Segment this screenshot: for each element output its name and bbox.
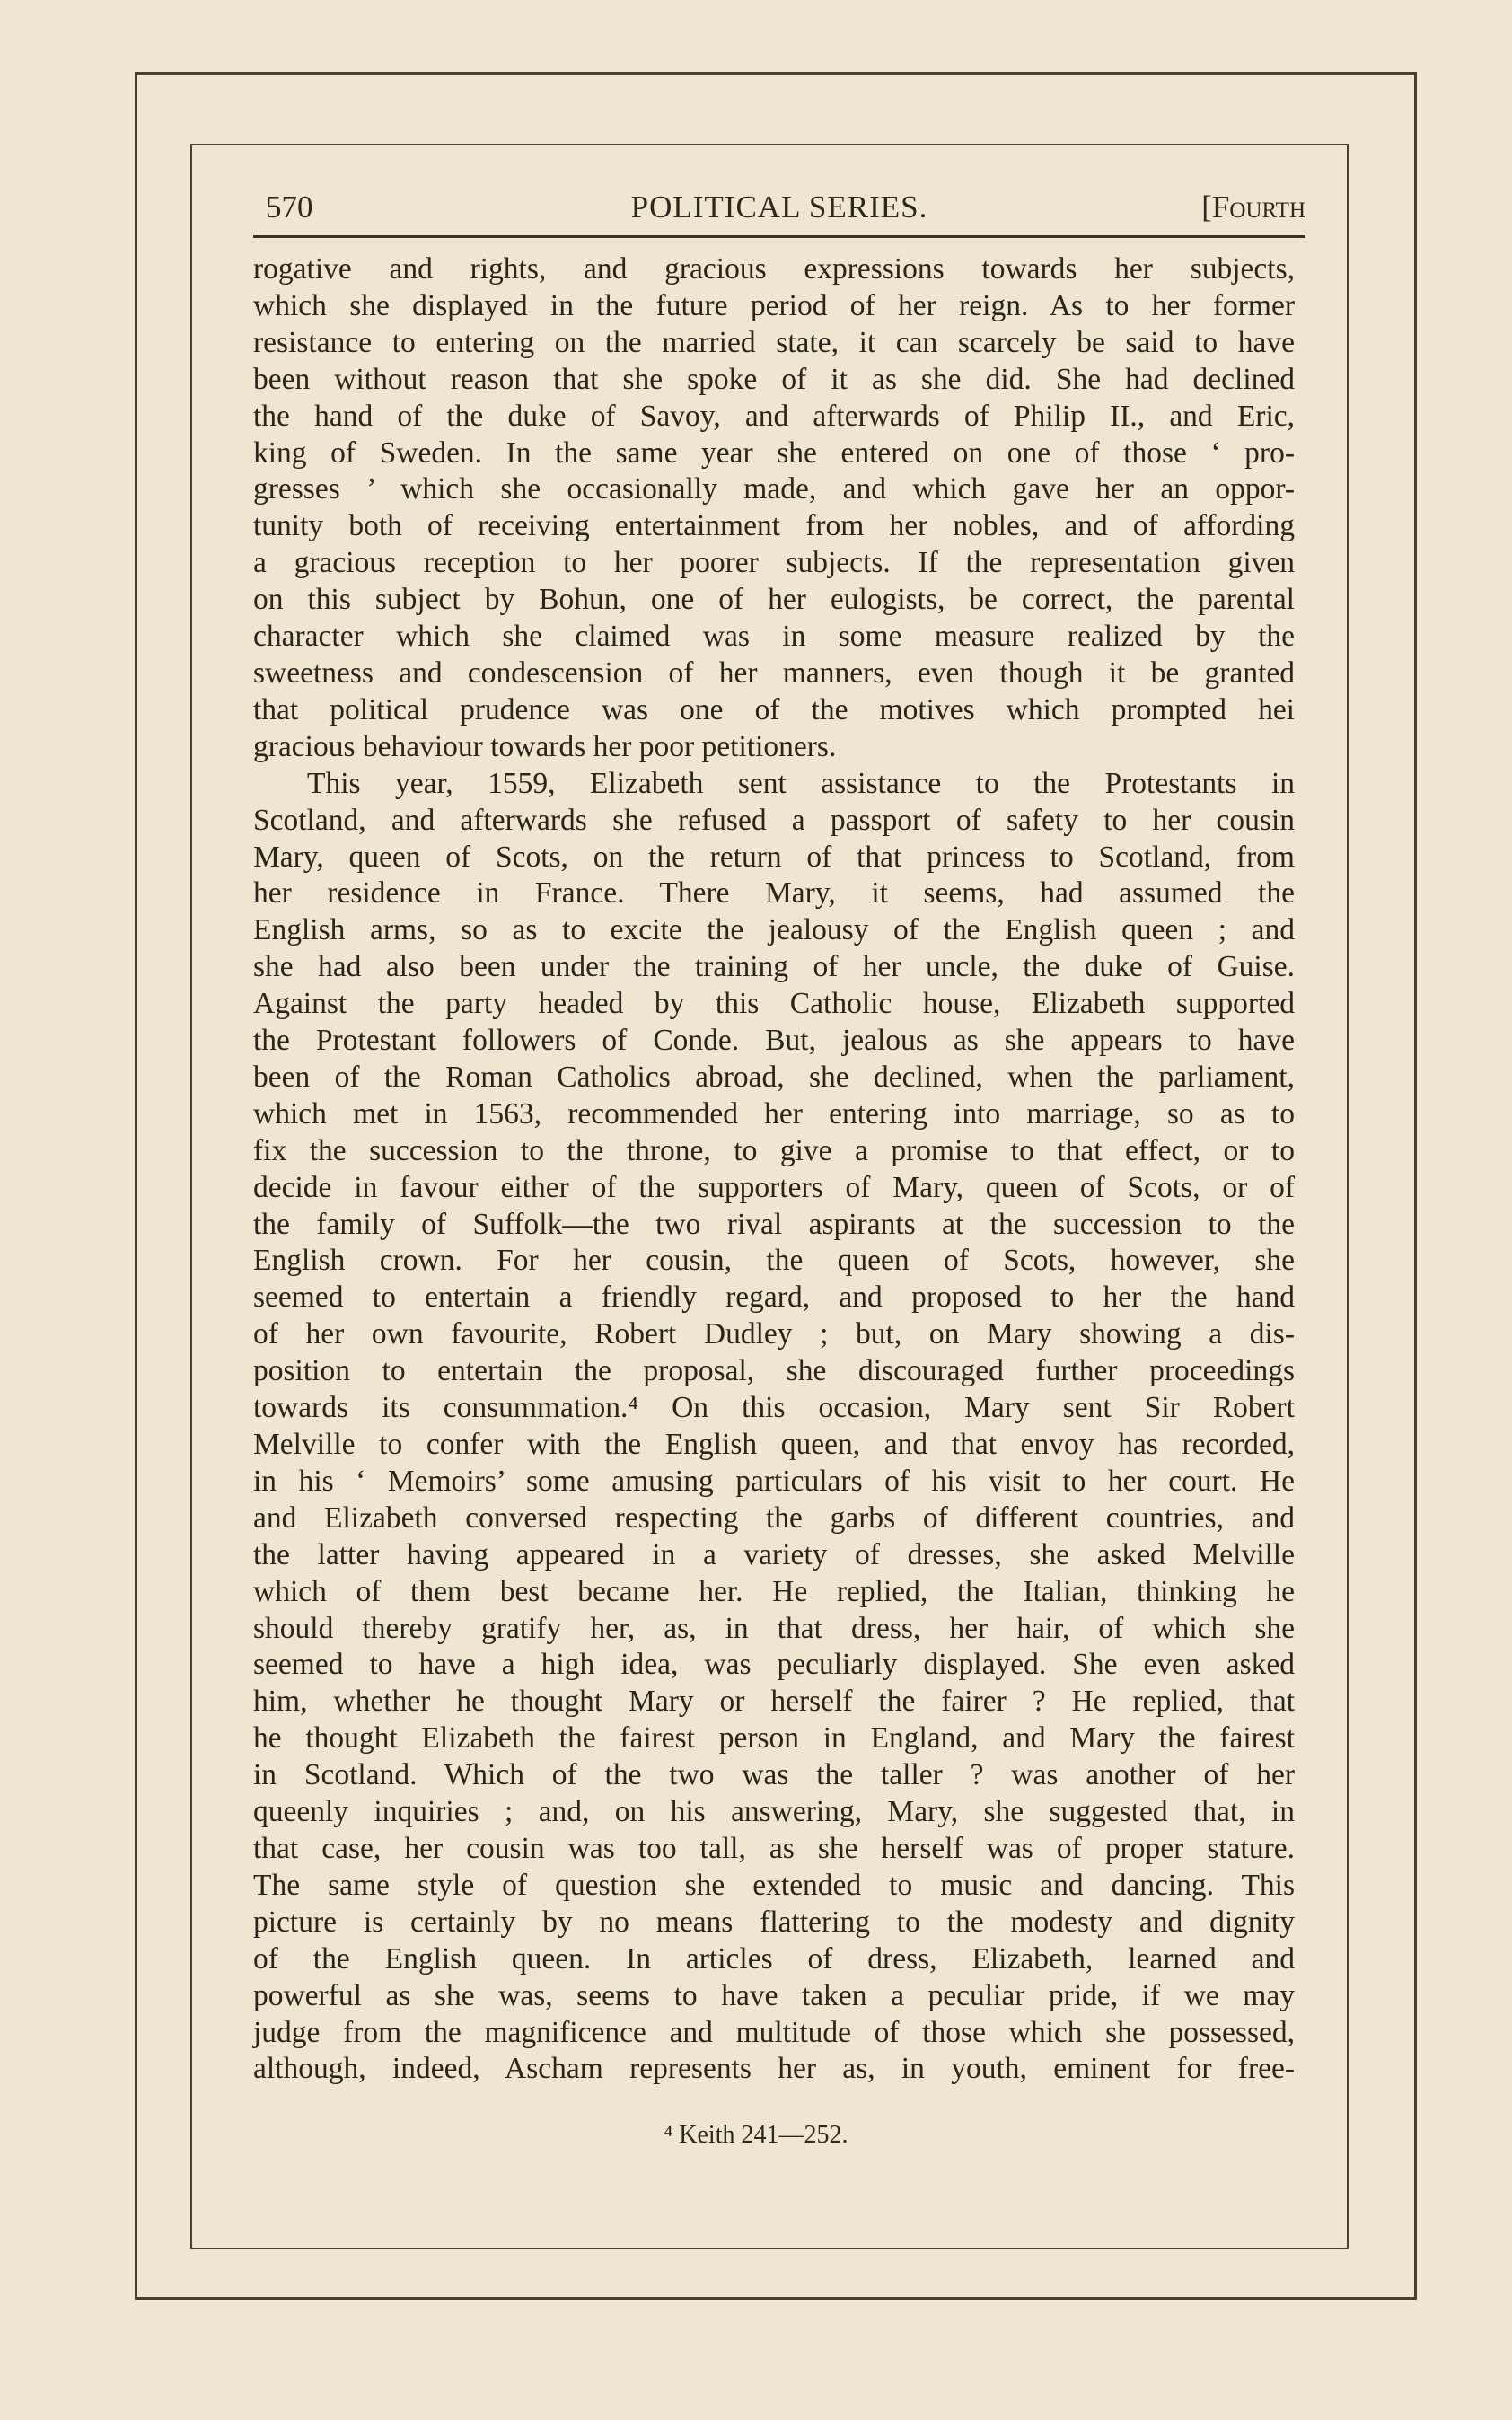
text-line: character which she claimed was in some measure realized by the xyxy=(253,620,1295,654)
outer-frame-right xyxy=(1414,72,1417,2299)
text-line: in his ‘ Memoirs’ some amusing particulars of his visit to her court. He xyxy=(253,1464,1295,1498)
text-line: the latter having appeared in a variety of dresses, she asked Melville xyxy=(253,1537,1295,1571)
outer-frame-left xyxy=(135,72,137,2299)
inner-frame-left xyxy=(190,144,192,2249)
text-line: Melville to confer with the English queen, and that envoy has recorded, xyxy=(253,1428,1295,1461)
text-line: judge from the magnificence and multitude of those which she possessed, xyxy=(253,2015,1295,2049)
inner-frame-bottom xyxy=(190,2248,1349,2249)
text-line: of her own favourite, Robert Dudley ; but, on Mary showing a dis- xyxy=(253,1317,1295,1351)
body-text xyxy=(253,251,1295,2088)
text-line: although, indeed, Ascham represents her as, in youth, eminent for free- xyxy=(253,2052,1295,2086)
text-line: gresses ’ which she occasionally made, and which gave her an oppor- xyxy=(253,472,1295,506)
text-line: picture is certainly by no means flattering to the modesty and dignity xyxy=(253,1905,1295,1939)
text-line: Scotland, and afterwards she refused a passport of safety to her cousin xyxy=(253,803,1295,837)
text-line: English arms, so as to excite the jealousy of the English queen ; and xyxy=(253,913,1295,947)
header-rule xyxy=(253,235,1305,238)
text-line: gracious behaviour towards her poor petitioners. xyxy=(253,729,837,763)
text-line: her residence in France. There Mary, it seems, had assumed the xyxy=(253,876,1295,911)
text-line: queenly inquiries ; and, on his answering, Mary, she suggested that, in xyxy=(253,1795,1295,1829)
running-title: POLITICAL SERIES. xyxy=(630,189,928,224)
text-line: been without reason that she spoke of it as she did. She had declined xyxy=(253,362,1295,396)
text-line: the hand of the duke of Savoy, and afterwards of Philip II., and Eric, xyxy=(253,399,1295,433)
text-line: position to entertain the proposal, she discouraged further proceedings xyxy=(253,1354,1295,1388)
text-line: sweetness and condescension of her manners, even though it be granted xyxy=(253,656,1295,690)
text-line: powerful as she was, seems to have taken a peculiar pride, if we may xyxy=(253,1978,1295,2012)
running-header xyxy=(253,184,1305,229)
text-line: that political prudence was one of the motives which prompted hei xyxy=(253,692,1295,726)
text-line: tunity both of receiving entertainment from her nobles, and of affording xyxy=(253,509,1295,543)
text-line: Mary, queen of Scots, on the return of that princess to Scotland, from xyxy=(253,840,1295,874)
text-line: decide in favour either of the supporters of Mary, queen of Scots, or of xyxy=(253,1170,1295,1204)
text-line: which met in 1563, recommended her entering into marriage, so as to xyxy=(253,1096,1295,1131)
text-line: This year, 1559, Elizabeth sent assistance to the Protestants in xyxy=(307,766,1295,800)
text-line: the Protestant followers of Conde. But, jealous as she appears to have xyxy=(253,1024,1295,1058)
text-line: The same style of question she extended to music and dancing. This xyxy=(253,1868,1295,1902)
text-line: king of Sweden. In the same year she entered on one of those ‘ pro- xyxy=(253,436,1295,470)
text-line: that case, her cousin was too tall, as she herself was of proper stature. xyxy=(253,1831,1295,1865)
text-line: English crown. For her cousin, the queen of Scots, however, she xyxy=(253,1244,1295,1278)
footnote: ⁴ Keith 241—252. xyxy=(664,2121,848,2149)
inner-frame-right xyxy=(1347,144,1349,2249)
outer-frame-bottom xyxy=(135,2297,1417,2300)
text-line: him, whether he thought Mary or herself the fairer ? He replied, that xyxy=(253,1685,1295,1719)
text-line: seemed to have a high idea, was peculiarly displayed. She even asked xyxy=(253,1648,1295,1682)
section-mark: [Fourth xyxy=(1201,189,1305,224)
text-line: and Elizabeth conversed respecting the garbs of different countries, and xyxy=(253,1500,1295,1535)
text-line: of the English queen. In articles of dress, Elizabeth, learned and xyxy=(253,1941,1295,1976)
text-line: which of them best became her. He replied, the Italian, thinking he xyxy=(253,1574,1295,1608)
inner-frame-top xyxy=(190,144,1349,145)
text-line: which she displayed in the future period of her reign. As to her former xyxy=(253,288,1295,322)
text-line: he thought Elizabeth the fairest person in England, and Mary the fairest xyxy=(253,1721,1295,1756)
text-line: on this subject by Bohun, one of her eulogists, be correct, the parental xyxy=(253,583,1295,617)
text-line: she had also been under the training of her uncle, the duke of Guise. xyxy=(253,950,1295,984)
page-number: 570 xyxy=(266,189,313,224)
text-line: the family of Suffolk—the two rival aspirants at the succession to the xyxy=(253,1207,1295,1241)
text-line: been of the Roman Catholics abroad, she declined, when the parliament, xyxy=(253,1060,1295,1094)
text-line: fix the succession to the throne, to give a promise to that effect, or to xyxy=(253,1133,1295,1167)
text-line: rogative and rights, and gracious expressions towards her subjects, xyxy=(253,252,1295,286)
text-line: a gracious reception to her poorer subjects. If the representation given xyxy=(253,546,1295,580)
text-line: towards its consummation.⁴ On this occasion, Mary sent Sir Robert xyxy=(253,1391,1295,1425)
outer-frame-top xyxy=(135,72,1417,75)
text-line: resistance to entering on the married state, it can scarcely be said to have xyxy=(253,325,1295,359)
text-line: Against the party headed by this Catholic house, Elizabeth supported xyxy=(253,987,1295,1021)
text-line: should thereby gratify her, as, in that dress, her hair, of which she xyxy=(253,1611,1295,1645)
text-line: seemed to entertain a friendly regard, and proposed to her the hand xyxy=(253,1280,1295,1315)
text-line: in Scotland. Which of the two was the taller ? was another of her xyxy=(253,1758,1295,1792)
